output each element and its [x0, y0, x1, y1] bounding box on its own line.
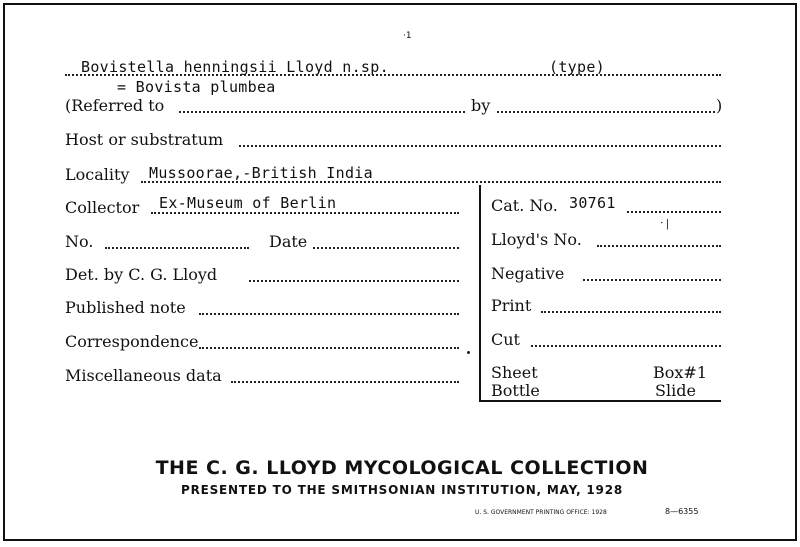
box-value: #1	[683, 363, 708, 382]
species-name: Bovistella henningsii Lloyd n.sp.	[81, 58, 389, 76]
lloyds-no-rule	[597, 245, 721, 247]
cut-label: Cut	[491, 330, 520, 349]
printing-office-note: U. S. GOVERNMENT PRINTING OFFICE: 1928	[475, 509, 607, 516]
print-rule	[541, 311, 721, 313]
by-rule	[497, 111, 715, 113]
print-label: Print	[491, 296, 532, 315]
host-rule	[239, 145, 721, 147]
closing-paren: )	[716, 96, 723, 115]
collector-rule	[151, 212, 459, 214]
no-rule	[105, 247, 249, 249]
box-label-text: Box	[653, 363, 684, 382]
sheet-label: Sheet	[491, 363, 538, 382]
date-label: Date	[269, 232, 308, 251]
ink-speck	[467, 351, 470, 354]
collector-label: Collector	[65, 198, 140, 217]
published-rule	[199, 313, 459, 315]
catalog-box-bottom	[479, 400, 721, 402]
lloyds-no-mark: ˙⁄	[658, 217, 672, 235]
no-label: No.	[65, 232, 94, 251]
locality-value: Mussoorae,-British India	[149, 164, 373, 182]
catalog-box-left	[479, 185, 481, 401]
presented-line: PRESENTED TO THE SMITHSONIAN INSTITUTION, MAY, 1928	[180, 483, 624, 497]
det-rule	[249, 280, 459, 282]
referred-label: (Referred to	[65, 96, 165, 115]
by-label: by	[471, 96, 491, 115]
locality-rule	[141, 181, 721, 183]
top-mark: ·1	[403, 31, 412, 41]
collector-value: Ex-Museum of Berlin	[159, 194, 337, 212]
published-label: Published note	[65, 298, 186, 317]
box-label	[653, 364, 707, 382]
cut-rule	[531, 345, 721, 347]
bottle-label: Bottle	[491, 381, 540, 400]
negative-rule	[583, 279, 721, 281]
date-rule	[313, 247, 459, 249]
collection-title: THE C. G. LLOYD MYCOLOGICAL COLLECTION	[155, 457, 649, 479]
referred-rule	[179, 111, 465, 113]
lloyds-no-label: Lloyd's No.	[491, 230, 582, 249]
specimen-card	[3, 3, 797, 541]
slide-label: Slide	[655, 381, 696, 400]
correspondence-label: Correspondence	[65, 332, 199, 351]
synonym: = Bovista plumbea	[117, 78, 276, 96]
cat-no-value: 30761	[569, 194, 616, 212]
species-rule	[65, 74, 721, 76]
locality-label: Locality	[65, 165, 130, 184]
negative-label: Negative	[491, 264, 565, 283]
type-note: (type)	[549, 58, 605, 76]
misc-label: Miscellaneous data	[65, 366, 222, 385]
correspondence-rule	[199, 347, 459, 349]
form-number: 8—6355	[665, 507, 699, 516]
cat-no-label: Cat. No.	[491, 196, 558, 215]
det-label: Det. by C. G. Lloyd	[65, 265, 218, 284]
cat-no-rule	[627, 211, 721, 213]
host-label: Host or substratum	[65, 130, 224, 149]
misc-rule	[231, 381, 459, 383]
